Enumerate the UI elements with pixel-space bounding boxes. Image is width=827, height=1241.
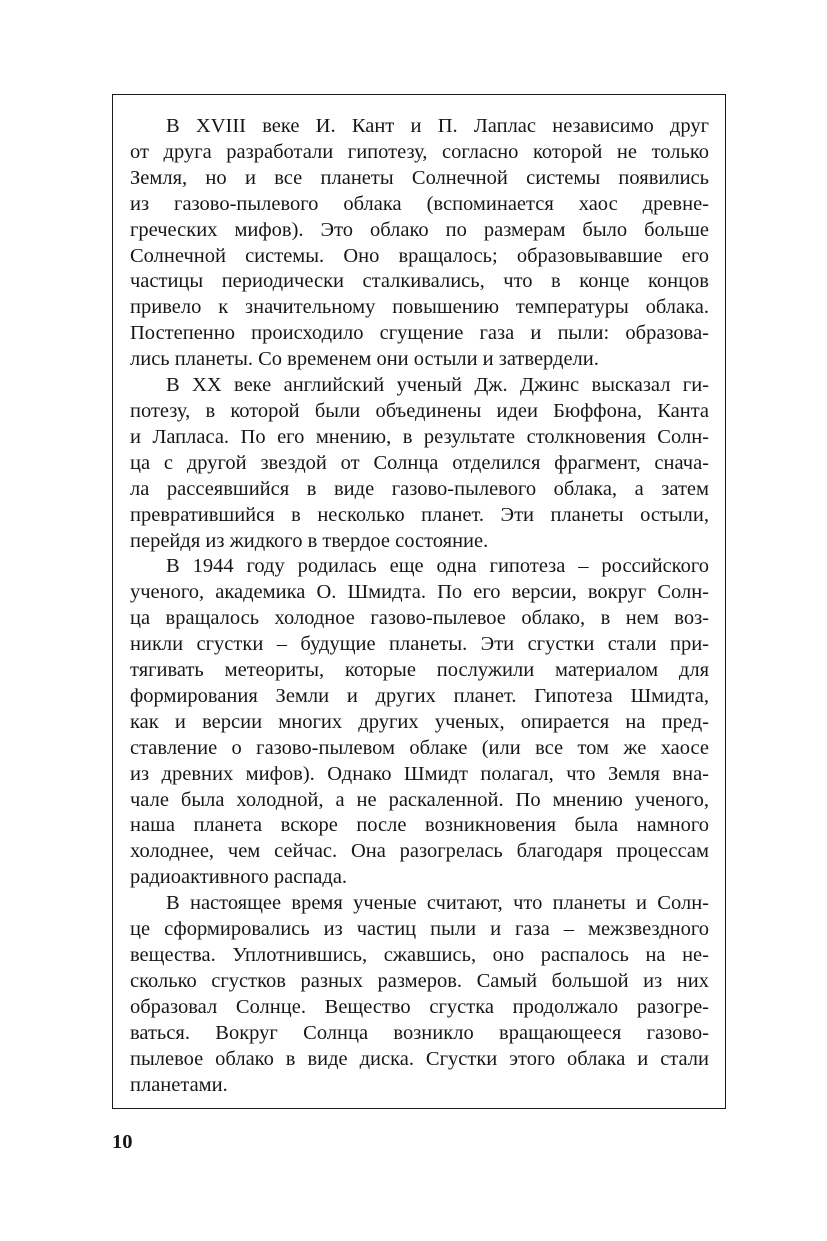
text-line: потезу, в которой были объединены идеи Бюффона, Канта xyxy=(130,399,709,422)
text-line: лись планеты. Со временем они остыли и затвердели. xyxy=(130,348,599,371)
paragraph-schmidt xyxy=(130,554,709,891)
text-line: пылевое облако в виде диска. Сгустки этого облака и стали xyxy=(130,1047,709,1070)
text-line: В XX веке английский ученый Дж. Джинс высказал ги- xyxy=(166,374,709,397)
text-line: от друга разработали гипотезу, согласно которой не только xyxy=(130,140,709,163)
text-line: частицы периодически сталкивались, что в конце концов xyxy=(130,270,709,293)
text-line: превратившийся в несколько планет. Эти планеты остыли, xyxy=(130,503,709,526)
text-line: Постепенно происходило сгущение газа и пыли: образова- xyxy=(130,322,709,345)
text-line: холоднее, чем сейчас. Она разогрелась благодаря процессам xyxy=(130,840,709,863)
text-line: В XVIII веке И. Кант и П. Лаплас независимо друг xyxy=(166,115,709,137)
text-line: це сформировались из частиц пыли и газа – межзвездного xyxy=(130,918,709,941)
text-line: ца вращалось холодное газово-пылевое облако, в нем воз- xyxy=(130,607,709,630)
text-line: планетами. xyxy=(130,1073,228,1096)
paragraph-jeans xyxy=(130,373,709,554)
text-line: вещества. Уплотнившись, сжавшись, оно распалось на не- xyxy=(130,944,709,966)
text-line: сколько сгустков разных размеров. Самый большой из них xyxy=(130,969,709,992)
text-line: В настоящее время ученые считают, что планеты и Солн- xyxy=(166,892,709,915)
text-line: ставление о газово-пылевом облаке (или все том же хаосе xyxy=(130,736,709,759)
text-line: привело к значительному повышению температуры облака. xyxy=(130,296,709,319)
text-line: перейдя из жидкого в твердое состояние. xyxy=(130,529,489,552)
text-line: формирования Земли и других планет. Гипотеза Шмидта, xyxy=(130,684,709,707)
text-line: ученого, академика О. Шмидта. По его версии, вокруг Солн- xyxy=(130,581,709,604)
paragraph-kant-laplace xyxy=(130,114,709,373)
page-number: 10 xyxy=(112,1131,133,1153)
text-line: никли сгустки – будущие планеты. Эти сгустки стали при- xyxy=(130,633,709,656)
text-line: и Лапласа. По его мнению, в результате столкновения Солн- xyxy=(130,425,709,448)
paragraph-modern-view xyxy=(130,891,709,1098)
text-line: ваться. Вокруг Солнца возникло вращающееся газово- xyxy=(130,1021,709,1044)
text-line: как и версии многих других ученых, опирается на пред- xyxy=(130,710,709,733)
text-line: ца с другой звездой от Солнца отделился фрагмент, снача- xyxy=(130,451,709,474)
text-line: греческих мифов). Это облако по размерам было больше xyxy=(130,218,709,241)
text-line: чале была холодной, а не раскаленной. По мнению ученого, xyxy=(130,788,709,811)
body-text xyxy=(130,114,709,1098)
text-line: Солнечной системы. Оно вращалось; образовывавшие его xyxy=(130,244,709,267)
text-line: образовал Солнце. Вещество сгустка продолжало разогре- xyxy=(130,995,709,1018)
text-line: из газово-пылевого облака (вспоминается хаос древне- xyxy=(130,192,709,215)
text-line: ла рассеявшийся в виде газово-пылевого облака, а затем xyxy=(130,477,709,500)
text-line: радиоактивного распада. xyxy=(130,866,348,889)
text-line: из древних мифов). Однако Шмидт полагал, что Земля вна- xyxy=(130,762,709,785)
text-line: Земля, но и все планеты Солнечной системы появились xyxy=(130,166,709,189)
text-line: В 1944 году родилась еще одна гипотеза – российского xyxy=(166,555,709,578)
text-line: тягивать метеориты, которые послужили материалом для xyxy=(130,659,709,682)
text-line: наша планета вскоре после возникновения была намного xyxy=(130,814,709,837)
